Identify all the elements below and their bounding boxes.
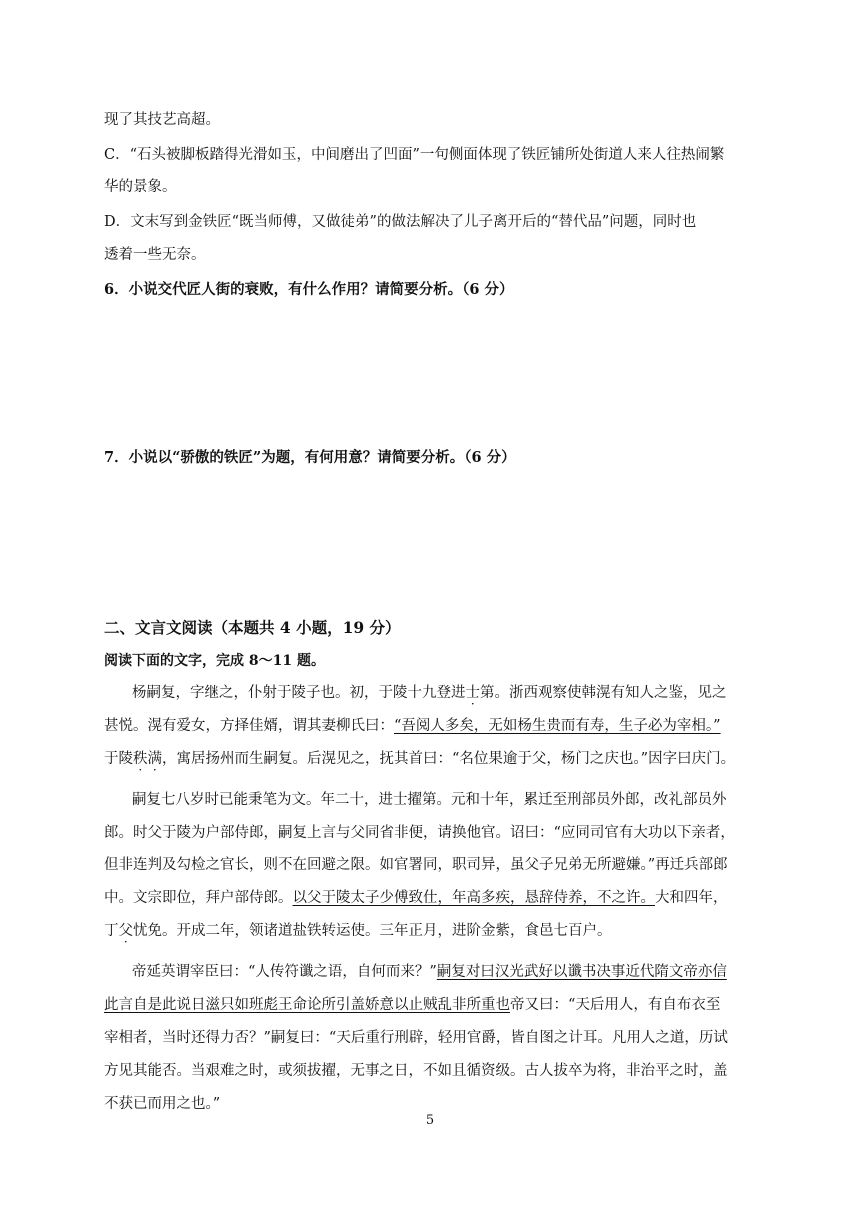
text-run: 于陵	[104, 751, 133, 767]
passage-line: 不获已而用之也。”	[104, 1096, 221, 1112]
passage-line	[104, 920, 764, 942]
underlined-sentence: 以父于陵太子少傅致仕，年高多疾，恳辞侍养，不之许。	[292, 890, 655, 906]
text-run: 丁	[104, 923, 119, 939]
text-run: 大和四年，	[655, 890, 728, 906]
text-run: 杨嗣复，字继之，仆射于陵子也。初，于陵十九登进	[132, 685, 466, 701]
question-7: 7．小说以“骄傲的铁匠”为题，有何用意？请简要分析。（6 分）	[104, 449, 516, 466]
text-run: 忧免。开成二年，领诸道盐铁转运使。三年正月，进阶金紫，食邑七百户。	[133, 923, 612, 939]
passage-line	[132, 682, 792, 704]
text-run: 帝又曰：“天后用人，有自布衣至	[510, 997, 721, 1013]
emphasis-dot-char: 父	[118, 923, 133, 939]
passage-line	[132, 961, 792, 983]
passage-line	[104, 994, 764, 1016]
text-run: ，寓居扬州而生嗣复。后滉见之，抚其首曰：“名位果逾于父，杨门之庆也。”因字曰庆门。	[162, 751, 736, 767]
text-run: 第。浙西观察使韩滉有知人之鉴，见之	[480, 685, 727, 701]
option-c-line2: 华的景象。	[104, 179, 177, 195]
emphasis-dot-char: 士	[465, 685, 480, 701]
underlined-unpunctuated: 嗣复对曰汉光武好以谶书决事近代隋文帝亦信	[436, 964, 727, 980]
underlined-unpunctuated: 此言自是此说日滋只如班彪王命论所引盖娇意以止贼乱非所重也	[104, 997, 510, 1013]
option-c-line1: C．“石头被脚板踏得光滑如玉，中间磨出了凹面”一句侧面体现了铁匠铺所处街道人来人往热闹繁	[104, 147, 725, 163]
question-6: 6．小说交代匠人街的衰败，有什么作用？请简要分析。（6 分）	[104, 281, 514, 298]
emphasis-dot-char: 秩	[133, 751, 148, 767]
text-run: 帝延英谓宰臣曰：“人传符谶之语，自何而来？”	[132, 964, 437, 980]
passage-line	[104, 748, 764, 770]
option-d-line2: 透着一些无奈。	[104, 247, 206, 263]
section-instruction: 阅读下面的文字，完成 8～11 题。	[104, 653, 325, 669]
emphasis-dot-char: 满	[147, 751, 162, 767]
passage-line: 方见其能否。当艰难之时，或须拔擢，无事之日，不如且循资级。古人拔卒为将，非治平之时，盖	[104, 1063, 728, 1079]
passage-line: 嗣复七八岁时已能秉笔为文。年二十，进士擢第。元和十年，累迁至刑部员外郎，改礼部员外	[132, 792, 727, 808]
passage-line: 宰相者，当时还得力否？”嗣复曰：“天后重行刑辟，轻用官爵，皆自图之计耳。凡用人之道，历试	[104, 1030, 728, 1046]
passage-line	[104, 887, 764, 909]
page-number: 5	[425, 1113, 435, 1128]
passage-line: 郎。时父于陵为户部侍郎，嗣复上言与父同省非便，请换他官。诏曰：“应同司官有大功以下亲者，	[104, 825, 735, 841]
option-b-tail: 现了其技艺高超。	[104, 112, 220, 128]
section-title: 二、文言文阅读（本题共 4 小题，19 分）	[104, 618, 401, 637]
passage-line: 但非连判及勾检之官长，则不在回避之限。如官署同，职司异，虽父子兄弟无所避嫌。”再迁兵部郎	[104, 857, 728, 873]
text-run: 甚悦。滉有爱女，方择佳婿，谓其妻柳氏曰：	[104, 718, 394, 734]
text-run: 中。文宗即位，拜户部侍郎。	[104, 890, 293, 906]
passage-line	[104, 715, 764, 737]
underlined-sentence: “吾阅人多矣，无如杨生贵而有寿，生子必为宰相。”	[394, 718, 721, 734]
option-d-line1: D．文末写到金铁匠“既当师傅，又做徒弟”的做法解决了儿子离开后的“替代品”问题，同时也	[104, 214, 697, 230]
